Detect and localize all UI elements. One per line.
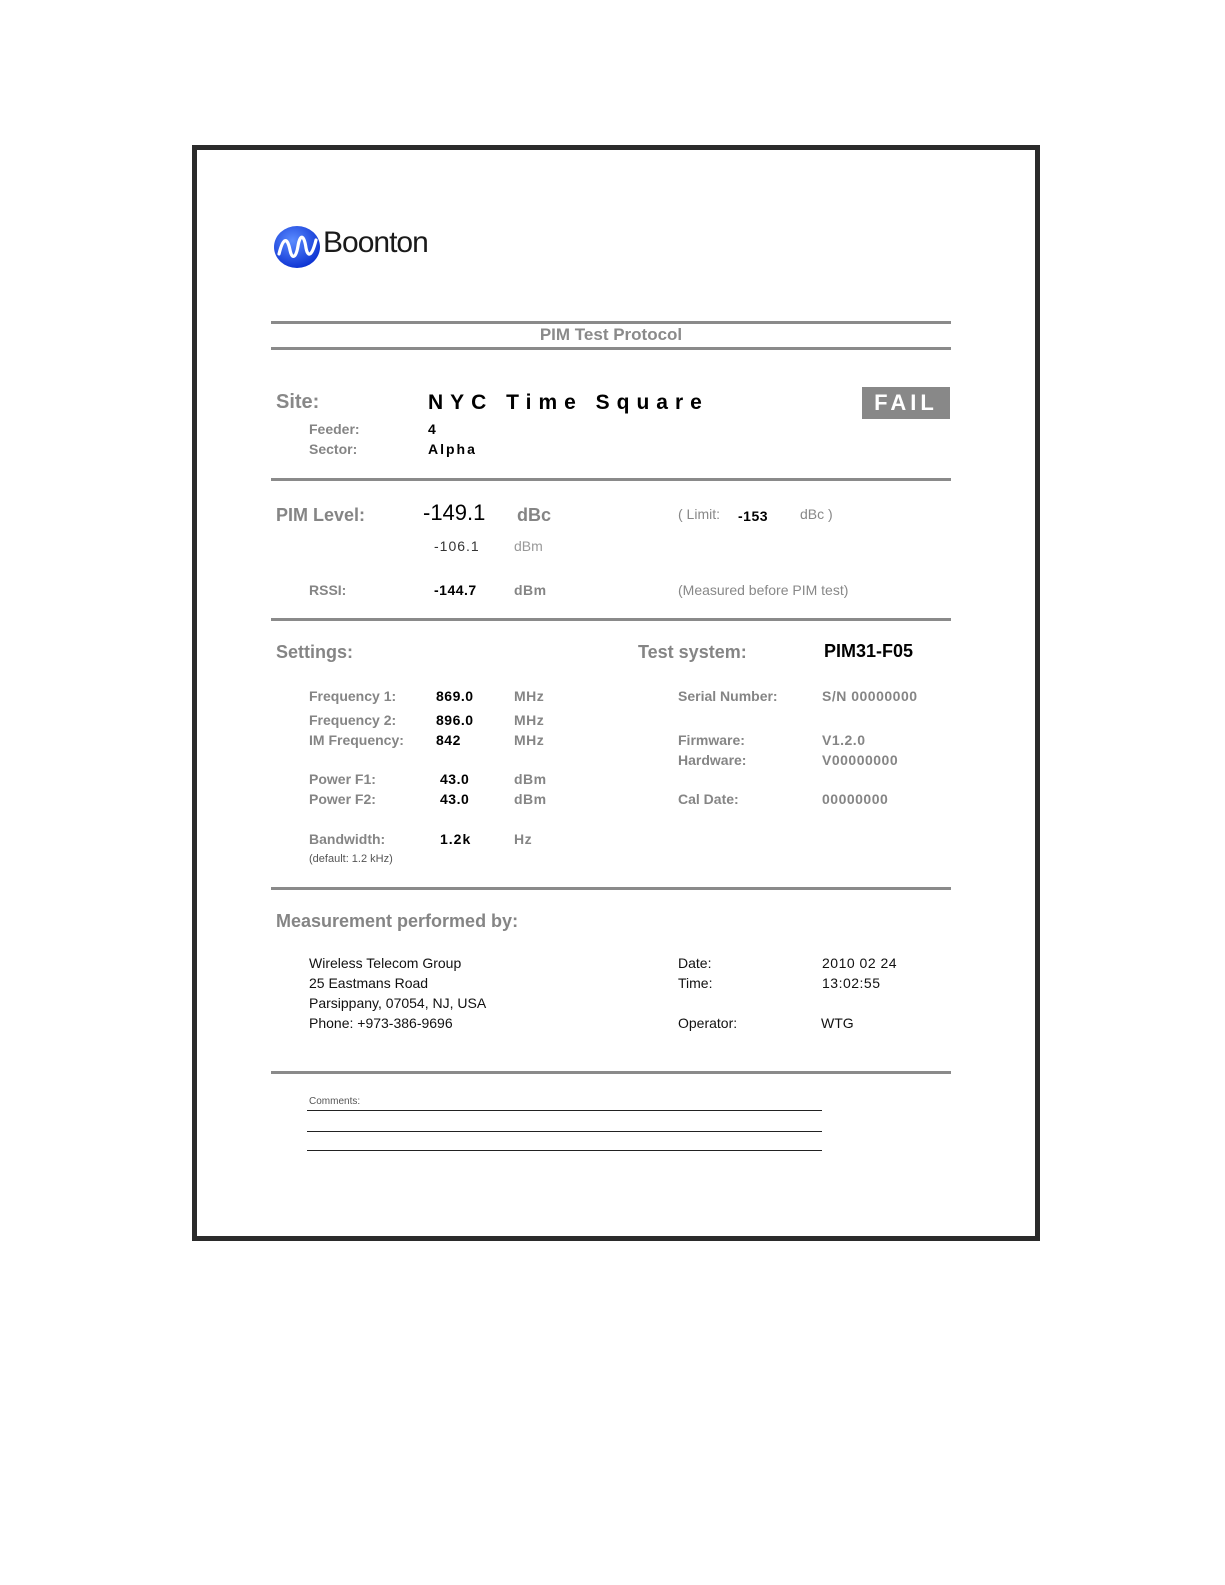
power-f1-label: Power F1: — [309, 771, 376, 787]
freq2-label: Frequency 2: — [309, 712, 397, 728]
comment-line-2 — [307, 1131, 822, 1132]
measurement-label: Measurement performed by: — [276, 911, 519, 931]
freq1-label: Frequency 1: — [309, 688, 397, 704]
section-rule-pim — [271, 618, 951, 621]
freq2-value: 896.0 — [436, 712, 474, 728]
section-rule-settings — [271, 887, 951, 890]
status-badge: FAIL — [862, 387, 950, 419]
comment-line-3 — [307, 1150, 822, 1151]
bandwidth-value: 1.2k — [440, 831, 472, 847]
rssi-note: (Measured before PIM test) — [678, 582, 849, 598]
serial-number-label: Serial Number: — [678, 688, 778, 704]
pim-level-value: -149.1 — [423, 500, 486, 525]
report-page — [192, 145, 1040, 1241]
site-value: NYC Time Square — [428, 391, 709, 414]
hardware-label: Hardware: — [678, 752, 747, 768]
power-f1-unit: dBm — [514, 771, 547, 787]
feeder-value: 4 — [428, 421, 437, 437]
brand-name: Boonton — [323, 226, 428, 259]
firmware-label: Firmware: — [678, 732, 745, 748]
power-f2-unit: dBm — [514, 791, 547, 807]
limit-open: ( Limit: — [678, 506, 720, 522]
hardware-value: V00000000 — [822, 752, 899, 768]
pim-dbm-value: -106.1 — [434, 538, 480, 554]
time-label: Time: — [678, 975, 713, 991]
date-label: Date: — [678, 955, 712, 971]
test-system-label: Test system: — [638, 642, 747, 662]
power-f2-label: Power F2: — [309, 791, 376, 807]
freq2-unit: MHz — [514, 712, 545, 728]
phone: Phone: +973-386-9696 — [309, 1015, 453, 1031]
rssi-unit: dBm — [514, 582, 547, 598]
cal-date-value: 00000000 — [822, 791, 889, 807]
section-rule-measurement — [271, 1071, 951, 1074]
feeder-label: Feeder: — [309, 421, 360, 437]
pim-level-unit: dBc — [517, 505, 552, 525]
limit-value: -153 — [738, 508, 769, 524]
sector-label: Sector: — [309, 441, 358, 457]
bandwidth-default: (default: 1.2 kHz) — [309, 853, 393, 865]
site-label: Site: — [276, 391, 320, 413]
serial-number-value: S/N 00000000 — [822, 688, 918, 704]
freq1-value: 869.0 — [436, 688, 474, 704]
power-f1-value: 43.0 — [440, 771, 470, 787]
pim-dbm-unit: dBm — [514, 538, 543, 554]
sector-value: Alpha — [428, 441, 477, 457]
rssi-value: -144.7 — [434, 582, 477, 598]
company-name: Wireless Telecom Group — [309, 955, 462, 971]
imfreq-value: 842 — [436, 732, 461, 748]
bandwidth-unit: Hz — [514, 831, 533, 847]
comment-line-1 — [307, 1110, 822, 1111]
date-value: 2010 02 24 — [822, 955, 898, 971]
power-f2-value: 43.0 — [440, 791, 470, 807]
imfreq-label: IM Frequency: — [309, 732, 404, 748]
time-value: 13:02:55 — [822, 975, 881, 991]
operator-label: Operator: — [678, 1015, 738, 1031]
freq1-unit: MHz — [514, 688, 545, 704]
bandwidth-label: Bandwidth: — [309, 831, 386, 847]
report-title: PIM Test Protocol — [539, 325, 683, 344]
comments-label: Comments: — [309, 1096, 361, 1107]
firmware-value: V1.2.0 — [822, 732, 866, 748]
test-system-value: PIM31-F05 — [824, 641, 914, 661]
operator-value: WTG — [821, 1015, 854, 1031]
rssi-label: RSSI: — [309, 582, 347, 598]
title-rule-bottom — [271, 347, 951, 350]
cal-date-label: Cal Date: — [678, 791, 739, 807]
limit-close: dBc ) — [800, 506, 833, 522]
settings-label: Settings: — [276, 642, 354, 662]
title-rule-top — [271, 321, 951, 324]
address-line-1: 25 Eastmans Road — [309, 975, 429, 991]
boonton-wave-logo-icon — [273, 224, 321, 270]
imfreq-unit: MHz — [514, 732, 545, 748]
address-line-2: Parsippany, 07054, NJ, USA — [309, 995, 487, 1011]
section-rule-site — [271, 478, 951, 481]
pim-level-label: PIM Level: — [276, 505, 366, 525]
